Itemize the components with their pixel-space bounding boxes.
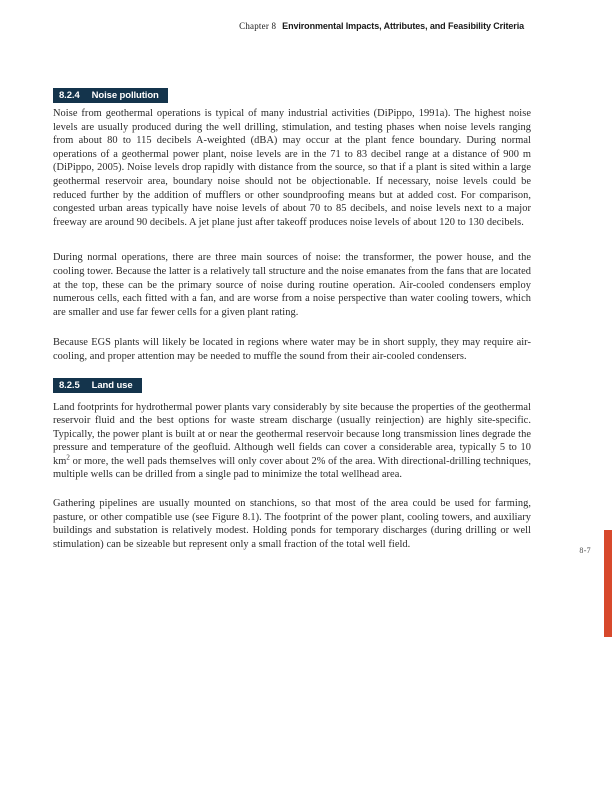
section-heading-row-824 <box>53 85 531 103</box>
paragraph-text-before-superscript: Land footprints for hydrothermal power plants vary considerably by site because the properties of the geothermal reservoir fluid and the best options for waste stream discharge (usually reinjection) are highly site-specific. Typically, the power plant is built at or near the geothermal reservoir because long transmission lines degrade the pressure and temperature of the geofluid. Although well fields can cover a considerable area, typically 5 to 10 km <box>53 401 531 467</box>
paragraph-noise-1: Noise from geothermal operations is typical of many industrial activities (DiPippo, 1991a). The highest noise levels are usually produced during the well drilling, stimulation, and testing phases when noise levels ranging from about 80 to 115 decibels A-weighted (dBA) may occur at the plant fence boundary. During normal operations of a geothermal power plant, noise levels are in the 71 to 83 decibel range at a distance of 900 m (DiPippo, 2005). Noise levels drop rapidly with distance from the source, so that if a plant is sited within a large geothermal reservoir area, boundary noise should not be objectionable. If necessary, noise levels could be reduced further by the addition of mufflers or other soundproofing means but at added cost. For comparison, congested urban areas typically have noise levels of about 70 to 85 decibels, and noise levels next to a major freeway are around 90 decibels. A jet plane just after takeoff produces noise levels of about 120 to 130 decibels. <box>53 108 531 228</box>
chapter-label: Chapter 8 <box>239 21 277 31</box>
section-number: 8.2.4 <box>59 90 80 101</box>
section-title: Land use <box>91 379 133 391</box>
section-heading-row-825 <box>53 375 531 393</box>
page-number: 8-7 <box>579 546 591 555</box>
running-head-title: Environmental Impacts, Attributes, and Feasibility Criteria <box>282 21 524 31</box>
paragraph-landuse-2: Gathering pipelines are usually mounted on stanchions, so that most of the area could be used for farming, pasture, or other compatible use (see Figure 8.1). The footprint of the power plant, cooling towers, and auxiliary buildings and substation is relatively modest. Holding ponds for temporary discharges (during drilling or well stimulation) can be sizeable but represent only a small fraction of the total well field. <box>53 498 531 550</box>
section-heading-land-use <box>53 378 142 393</box>
content-column <box>53 85 531 551</box>
paragraph-noise-3: Because EGS plants will likely be located in regions where water may be in short supply, they may require air-cooling, and proper attention may be needed to muffle the sound from their air-cooled condensers. <box>53 337 531 362</box>
section-number: 8.2.5 <box>59 379 80 391</box>
paragraph-text-after-superscript: or more, the well pads themselves will only cover about 2% of the area. With directional-drilling techniques, multiple wells can be drilled from a single pad to minimize the total wellhead area. <box>53 455 531 481</box>
section-heading-noise-pollution <box>53 88 168 103</box>
chapter-tab-bar <box>604 530 612 637</box>
superscript-2: 2 <box>66 453 70 462</box>
running-header <box>53 16 524 34</box>
section-title: Noise pollution <box>91 90 159 101</box>
paragraph-noise-2: During normal operations, there are three main sources of noise: the transformer, the power house, and the cooling tower. Because the latter is a relatively tall structure and the noise emanates from the fans that are located at the top, these can be the primary source of noise during routine operation. Air-cooled condensers employ numerous cells, each fitted with a fan, and are worse from a noise perspective than water cooling towers, which are smaller and use far fewer cells for a given plant rating. <box>53 252 531 318</box>
paragraph-landuse-1 <box>53 401 531 483</box>
